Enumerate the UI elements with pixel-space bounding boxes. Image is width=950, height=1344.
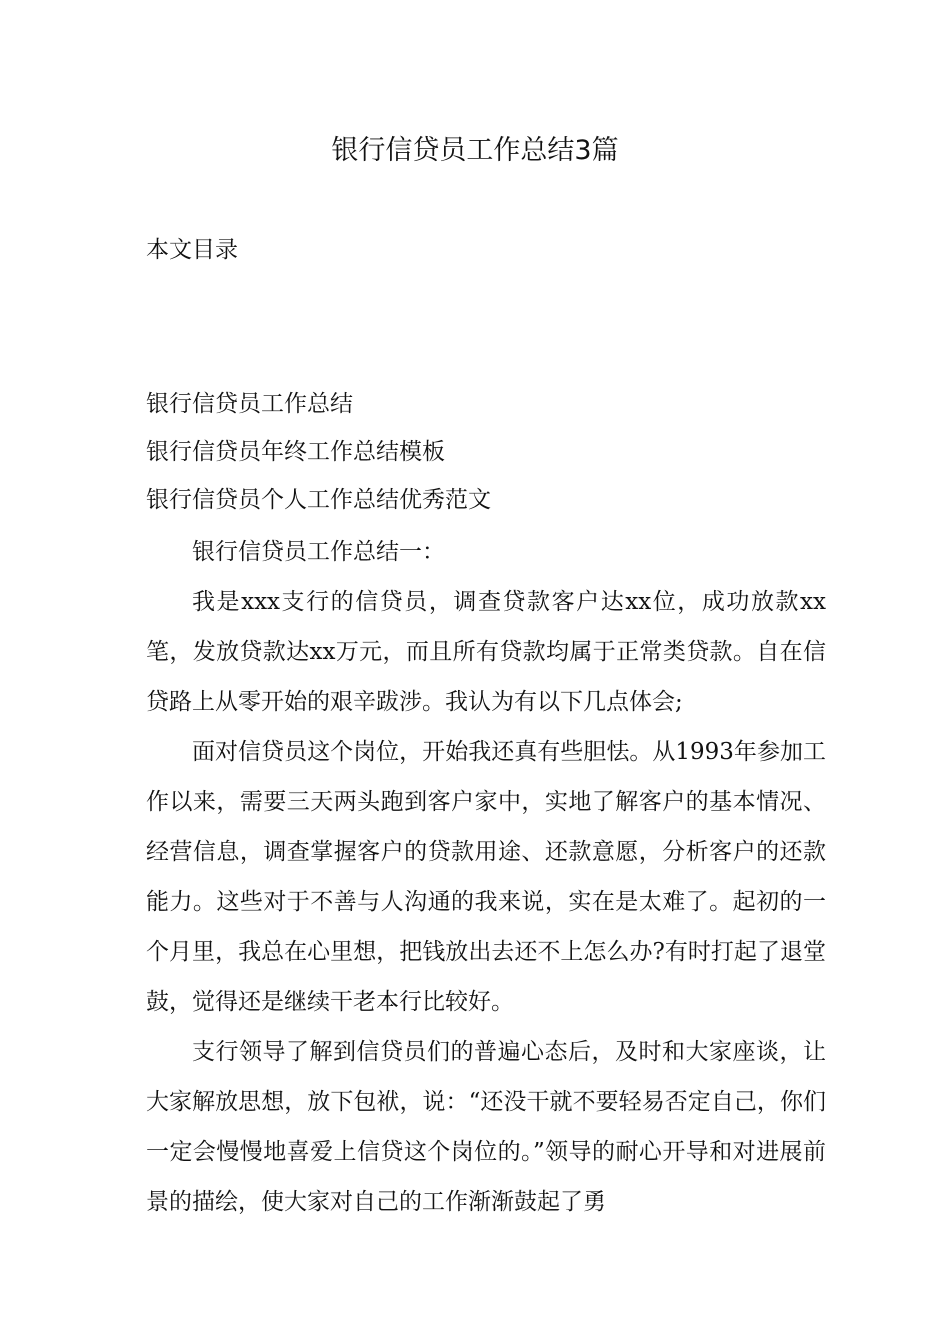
toc-item-year-end-template[interactable]: 银行信贷员年终工作总结模板	[146, 439, 445, 465]
document-body	[146, 527, 826, 1227]
toc-heading: 本文目录	[146, 237, 238, 263]
section-heading: 银行信贷员工作总结一：	[192, 539, 445, 565]
document-title: 银行信贷员工作总结3篇	[331, 135, 619, 166]
table-of-contents	[146, 380, 826, 524]
toc-item-work-summary[interactable]: 银行信贷员工作总结	[146, 391, 353, 417]
paragraph: 支行领导了解到信贷员们的普遍心态后，及时和大家座谈，让大家解放思想，放下包袱，说：“还没干就不要轻易否定自己，你们一定会慢慢地喜爱上信贷这个岗位的。”领导的耐心开导和对进展前景的描绘，使大家对自己的工作渐渐鼓起了勇	[146, 1039, 826, 1215]
paragraph: 面对信贷员这个岗位，开始我还真有些胆怯。从1993年参加工作以来，需要三天两头跑到客户家中，实地了解客户的基本情况、经营信息，调查掌握客户的贷款用途、还款意愿，分析客户的还款能力。这些对于不善与人沟通的我来说，实在是太难了。起初的一个月里，我总在心里想，把钱放出去还不上怎么办?有时打起了退堂鼓，觉得还是继续干老本行比较好。	[146, 739, 826, 1015]
paragraph: 我是xxx支行的信贷员，调查贷款客户达xx位，成功放款xx笔，发放贷款达xx万元，而且所有贷款均属于正常类贷款。自在信贷路上从零开始的艰辛跋涉。我认为有以下几点体会;	[146, 589, 826, 715]
toc-item-personal-summary[interactable]: 银行信贷员个人工作总结优秀范文	[146, 487, 491, 513]
